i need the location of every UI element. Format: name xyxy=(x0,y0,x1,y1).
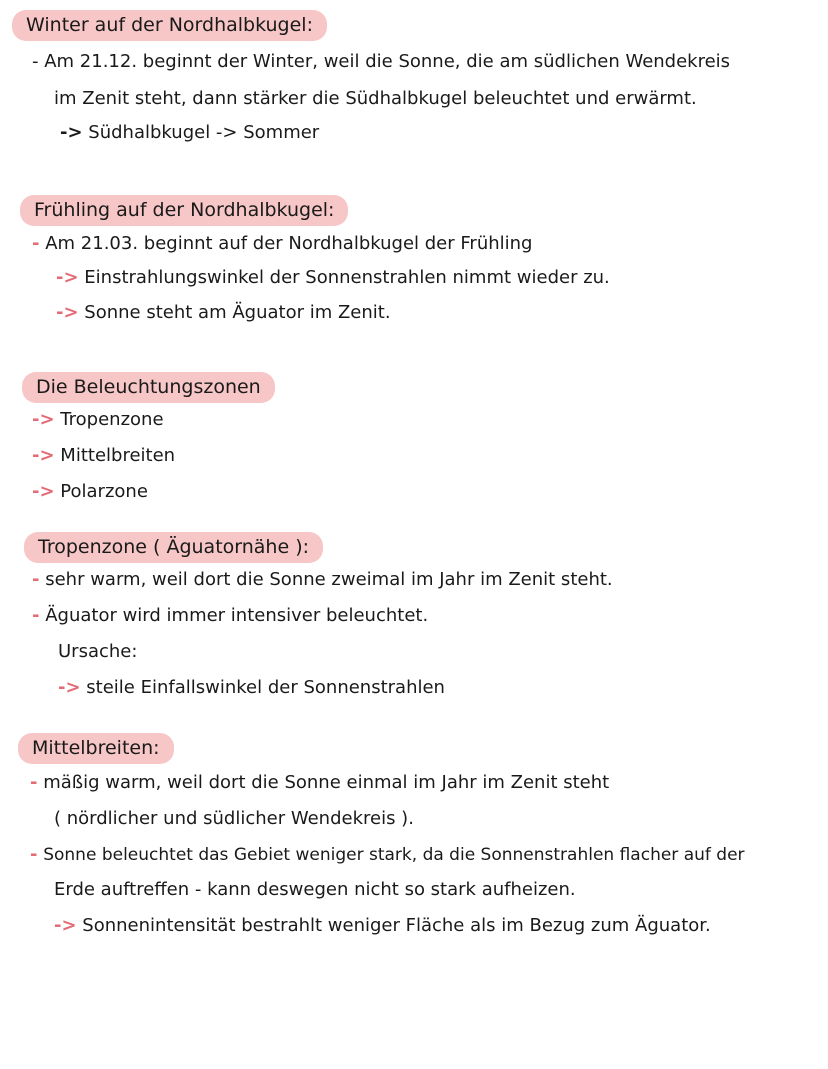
note-text: Sonne steht am Äguator im Zenit. xyxy=(84,302,391,323)
note-line xyxy=(58,640,137,664)
heading-tropenzone: Tropenzone ( Äguatornähe ): xyxy=(24,532,323,563)
dash-marker: - xyxy=(30,844,38,865)
note-text: im Zenit steht, dann stärker die Südhalbkugel beleuchtet und erwärmt. xyxy=(54,88,697,109)
heading-mittelbreiten: Mittelbreiten: xyxy=(18,733,174,764)
arrow-marker: -> xyxy=(56,267,79,288)
note-text: Am 21.12. beginnt der Winter, weil die Sonne, die am südlichen Wendekreis xyxy=(44,51,731,72)
note-text: Sonne beleuchtet das Gebiet weniger stark, da die Sonnenstrahlen flacher auf der xyxy=(43,845,745,865)
note-line xyxy=(32,604,428,628)
dash-marker: - xyxy=(32,51,39,72)
heading-beleuchtungszonen: Die Beleuchtungszonen xyxy=(22,372,275,403)
heading-winter: Winter auf der Nordhalbkugel: xyxy=(12,10,327,41)
note-line xyxy=(54,87,697,111)
note-text: Südhalbkugel -> Sommer xyxy=(88,122,320,143)
heading-fruehling: Frühling auf der Nordhalbkugel: xyxy=(20,195,348,226)
note-line xyxy=(56,266,610,290)
note-text: Tropenzone xyxy=(60,409,164,430)
arrow-marker: -> xyxy=(54,915,77,936)
note-text: Am 21.03. beginnt auf der Nordhalbkugel der Frühling xyxy=(45,233,533,254)
note-line xyxy=(54,807,414,831)
note-text: Polarzone xyxy=(60,481,148,502)
note-line xyxy=(58,676,445,700)
arrow-marker: -> xyxy=(32,445,55,466)
arrow-marker: -> xyxy=(58,677,81,698)
arrow-marker: -> xyxy=(56,302,79,323)
dash-marker: - xyxy=(32,233,40,254)
note-line xyxy=(60,121,319,145)
arrow-marker: -> xyxy=(32,409,55,430)
arrow-marker: -> xyxy=(60,122,83,143)
dash-marker: - xyxy=(32,605,40,626)
note-line xyxy=(32,50,730,74)
note-text: steile Einfallswinkel der Sonnenstrahlen xyxy=(86,677,445,698)
note-line xyxy=(32,232,532,256)
note-line xyxy=(32,408,164,432)
arrow-marker: -> xyxy=(32,481,55,502)
note-text: Äguator wird immer intensiver beleuchtet. xyxy=(45,605,429,626)
note-line xyxy=(30,843,745,867)
note-text: Erde auftreffen - kann deswegen nicht so stark aufheizen. xyxy=(54,879,576,900)
note-text: ( nördlicher und südlicher Wendekreis ). xyxy=(54,808,414,829)
note-text: Sonnenintensität bestrahlt weniger Fläche als im Bezug zum Äguator. xyxy=(82,915,711,936)
note-text: mäßig warm, weil dort die Sonne einmal im Jahr im Zenit steht xyxy=(43,772,610,793)
note-line xyxy=(32,480,148,504)
note-text: Einstrahlungswinkel der Sonnenstrahlen nimmt wieder zu. xyxy=(84,267,610,288)
note-text: Mittelbreiten xyxy=(60,445,176,466)
dash-marker: - xyxy=(32,569,40,590)
note-text: Ursache: xyxy=(58,641,138,662)
note-line xyxy=(32,568,613,592)
note-text: sehr warm, weil dort die Sonne zweimal im Jahr im Zenit steht. xyxy=(45,569,613,590)
dash-marker: - xyxy=(30,772,38,793)
note-line xyxy=(32,444,175,468)
note-line xyxy=(54,878,576,902)
note-line xyxy=(54,914,711,938)
note-line xyxy=(30,771,609,795)
note-line xyxy=(56,301,391,325)
